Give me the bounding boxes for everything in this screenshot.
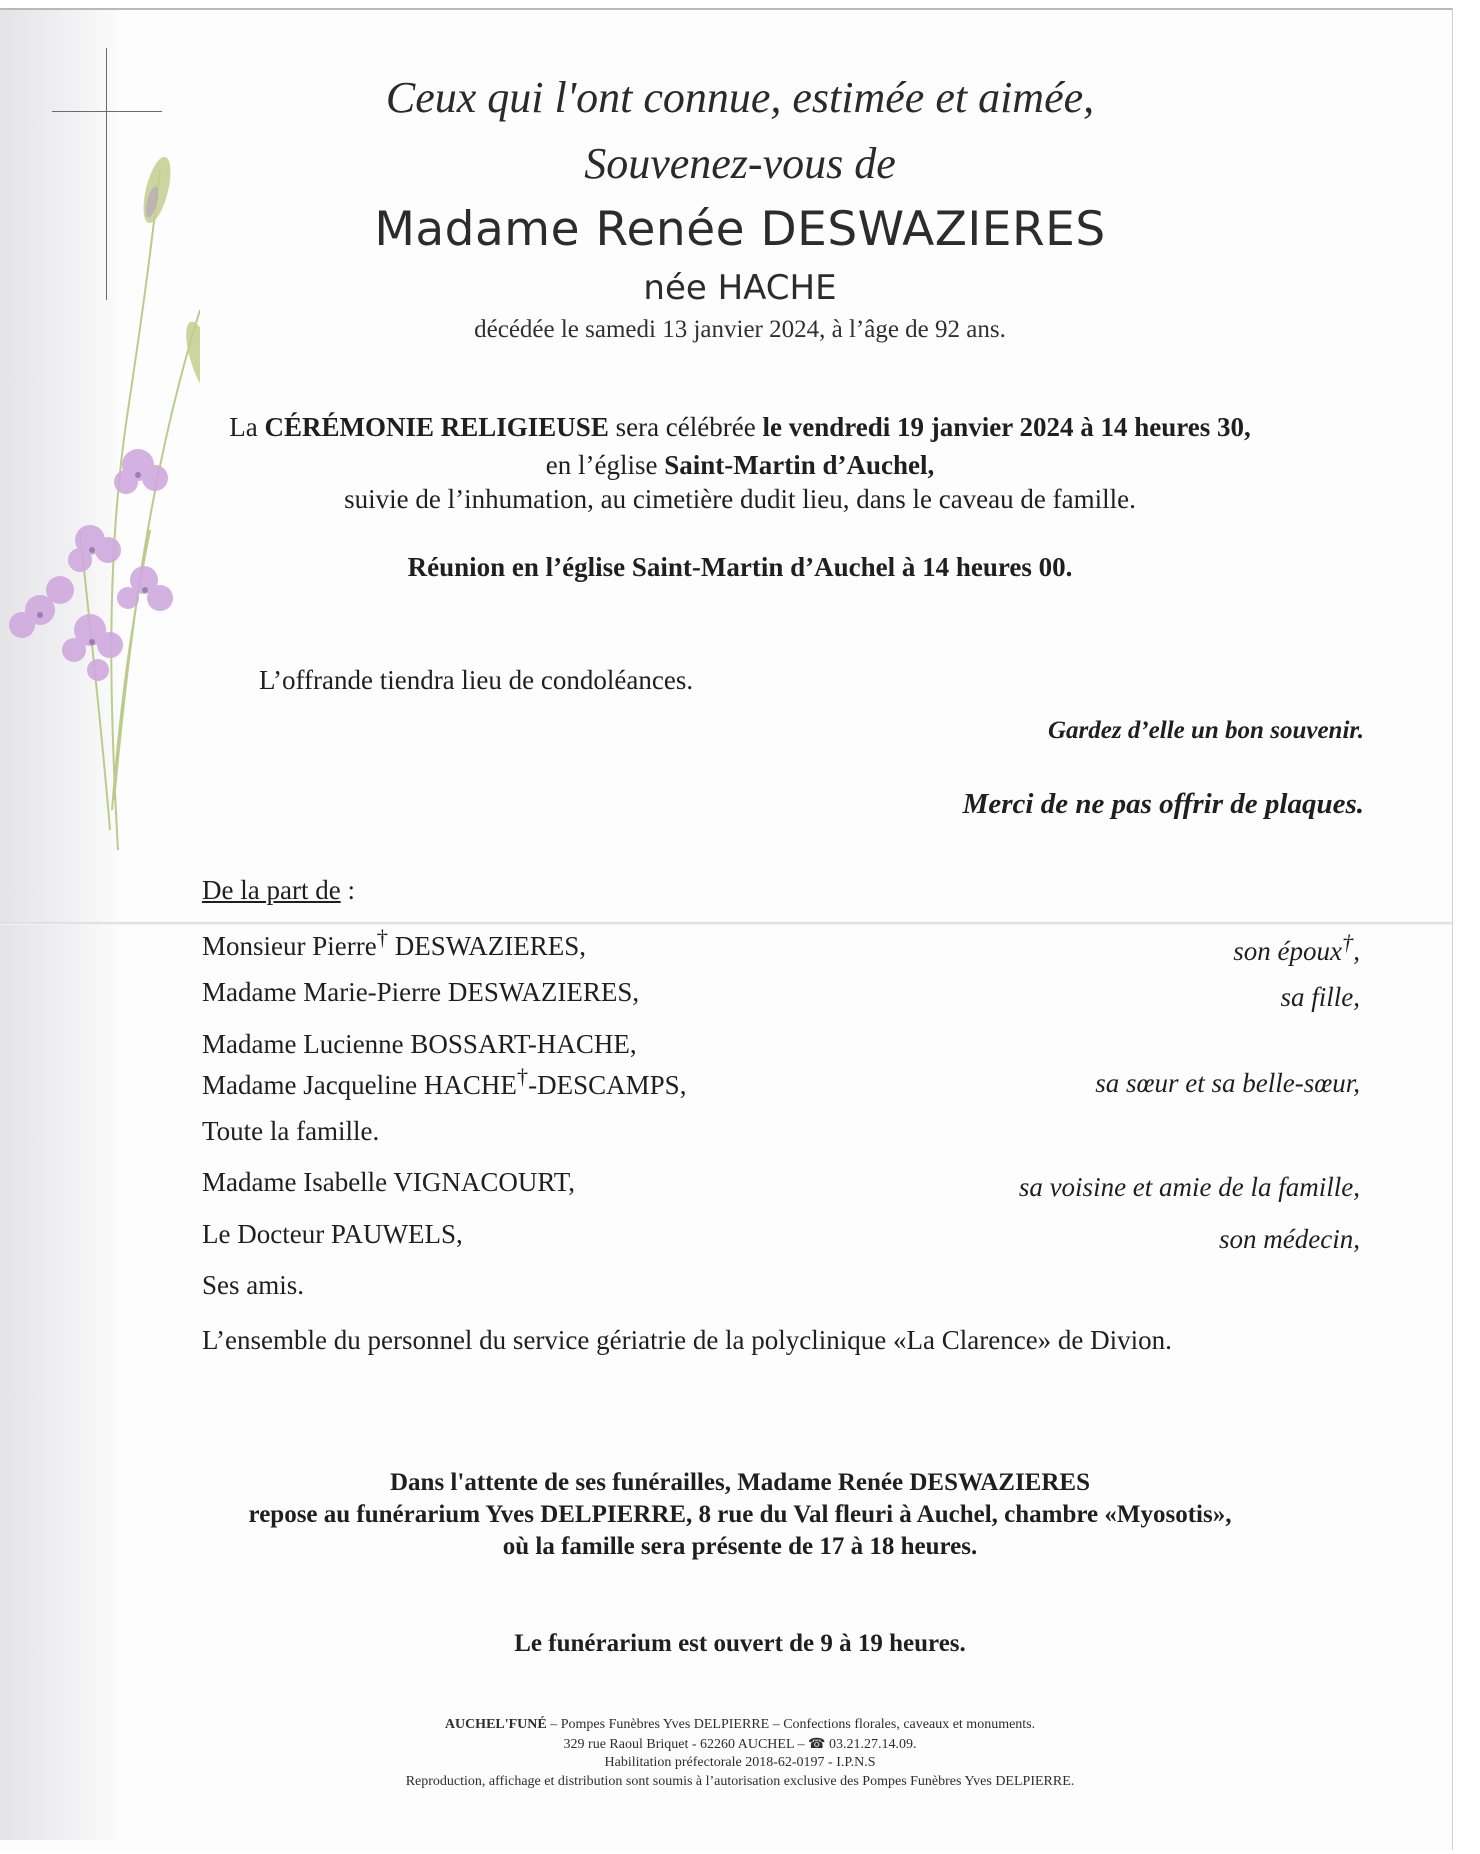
- family-member-1-a: Monsieur Pierre: [202, 931, 377, 961]
- family-relation-2: sa fille,: [1280, 982, 1360, 1012]
- ceremony-location: [0, 450, 1480, 481]
- family-member-7: Le Docteur PAUWELS,: [202, 1219, 463, 1249]
- church-prefix: en l’église: [545, 450, 665, 480]
- maiden-name: née HACHE: [643, 268, 837, 308]
- ceremony-date: le vendredi 19 janvier 2024 à 14 heures 30,: [762, 412, 1251, 442]
- family-member-1-b: DESWAZIERES,: [387, 931, 586, 961]
- family-relation-6: sa voisine et amie de la famille,: [1018, 1172, 1360, 1202]
- ceremony-middle: sera célébrée: [608, 412, 763, 442]
- offering-note: L’offrande tiendra lieu de condoléances.: [259, 665, 694, 695]
- family-relation-1-a: son époux: [1233, 936, 1342, 966]
- funeral-home-hours: Le funérarium est ouvert de 9 à 19 heures.: [514, 1630, 966, 1657]
- family-member-4: [202, 1064, 686, 1101]
- footer-services: – Pompes Funèbres Yves DELPIERRE – Confections florales, caveaux et monuments.: [546, 1717, 1036, 1732]
- footer-phone: 03.21.27.14.09.: [825, 1737, 917, 1752]
- from-label-text: De la part de: [202, 875, 341, 905]
- meeting-info: Réunion en l’église Saint-Martin d’Auchel à 14 heures 00.: [407, 552, 1073, 582]
- footer-address: 329 rue Raoul Briquet - 62260 AUCHEL –: [563, 1737, 808, 1752]
- family-member-5: Toute la famille.: [202, 1116, 380, 1146]
- dagger-mark: †: [376, 925, 388, 950]
- footer-line-1: [0, 1717, 1480, 1733]
- family-member-3: Madame Lucienne BOSSART-HACHE,: [202, 1029, 637, 1059]
- from-label-colon: :: [340, 875, 355, 905]
- from-label: [202, 875, 355, 906]
- dagger-mark: †: [516, 1064, 529, 1089]
- family-relation-1-b: ,: [1353, 936, 1360, 966]
- funeral-home-line-1: Dans l'attente de ses funérailles, Madame Renée DESWAZIERES: [390, 1469, 1090, 1496]
- remember-note: Gardez d’elle un bon souvenir.: [1047, 717, 1364, 744]
- dagger-mark: †: [1342, 930, 1354, 955]
- footer-line-2: [0, 1736, 1480, 1753]
- burial-info: suivie de l’inhumation, au cimetière dudit lieu, dans le caveau de famille.: [344, 484, 1136, 514]
- footer-line-3: Habilitation préfectorale 2018-62-0197 - I.P.N.S: [604, 1755, 876, 1770]
- family-relation-4: sa sœur et sa belle-sœur,: [1095, 1068, 1360, 1098]
- family-member-2: Madame Marie-Pierre DESWAZIERES,: [202, 977, 640, 1007]
- telephone-icon: ☎: [808, 1737, 826, 1752]
- family-member-9: L’ensemble du personnel du service gériatrie de la polyclinique «La Clarence» de Divion.: [202, 1325, 1172, 1355]
- ceremony-title: CÉRÉMONIE RELIGIEUSE: [264, 412, 609, 442]
- family-member-4-b: -DESCAMPS,: [528, 1070, 687, 1100]
- ceremony-prefix: La: [229, 412, 265, 442]
- footer-brand: AUCHEL'FUNÉ: [444, 1717, 547, 1732]
- family-member-1: [202, 925, 586, 962]
- family-relation-7: son médecin,: [1219, 1224, 1360, 1254]
- no-plaques-note: Merci de ne pas offrir de plaques.: [962, 788, 1364, 820]
- opening-verse-line-1: Ceux qui l'ont connue, estimée et aimée,: [385, 73, 1095, 122]
- funeral-home-line-3: où la famille sera présente de 17 à 18 heures.: [502, 1533, 978, 1560]
- death-date: décédée le samedi 13 janvier 2024, à l’âge de 92 ans.: [474, 316, 1006, 343]
- deceased-name: Madame Renée DESWAZIERES: [374, 202, 1106, 257]
- church-name: Saint-Martin d’Auchel,: [664, 450, 935, 480]
- family-member-4-a: Madame Jacqueline HACHE: [202, 1070, 517, 1100]
- family-member-6: Madame Isabelle VIGNACOURT,: [202, 1167, 576, 1197]
- family-member-8: Ses amis.: [202, 1270, 305, 1300]
- family-relation-1: [1233, 930, 1360, 967]
- footer-line-4: Reproduction, affichage et distribution sont soumis à l’autorisation exclusive des Pompes Funèbres Yves DELPIERRE.: [405, 1774, 1075, 1789]
- ceremony-announcement: [0, 412, 1480, 443]
- funeral-home-line-2: repose au funérarium Yves DELPIERRE, 8 rue du Val fleuri à Auchel, chambre «Myosotis»,: [248, 1501, 1232, 1528]
- opening-verse-line-2: Souvenez-vous de: [584, 139, 896, 188]
